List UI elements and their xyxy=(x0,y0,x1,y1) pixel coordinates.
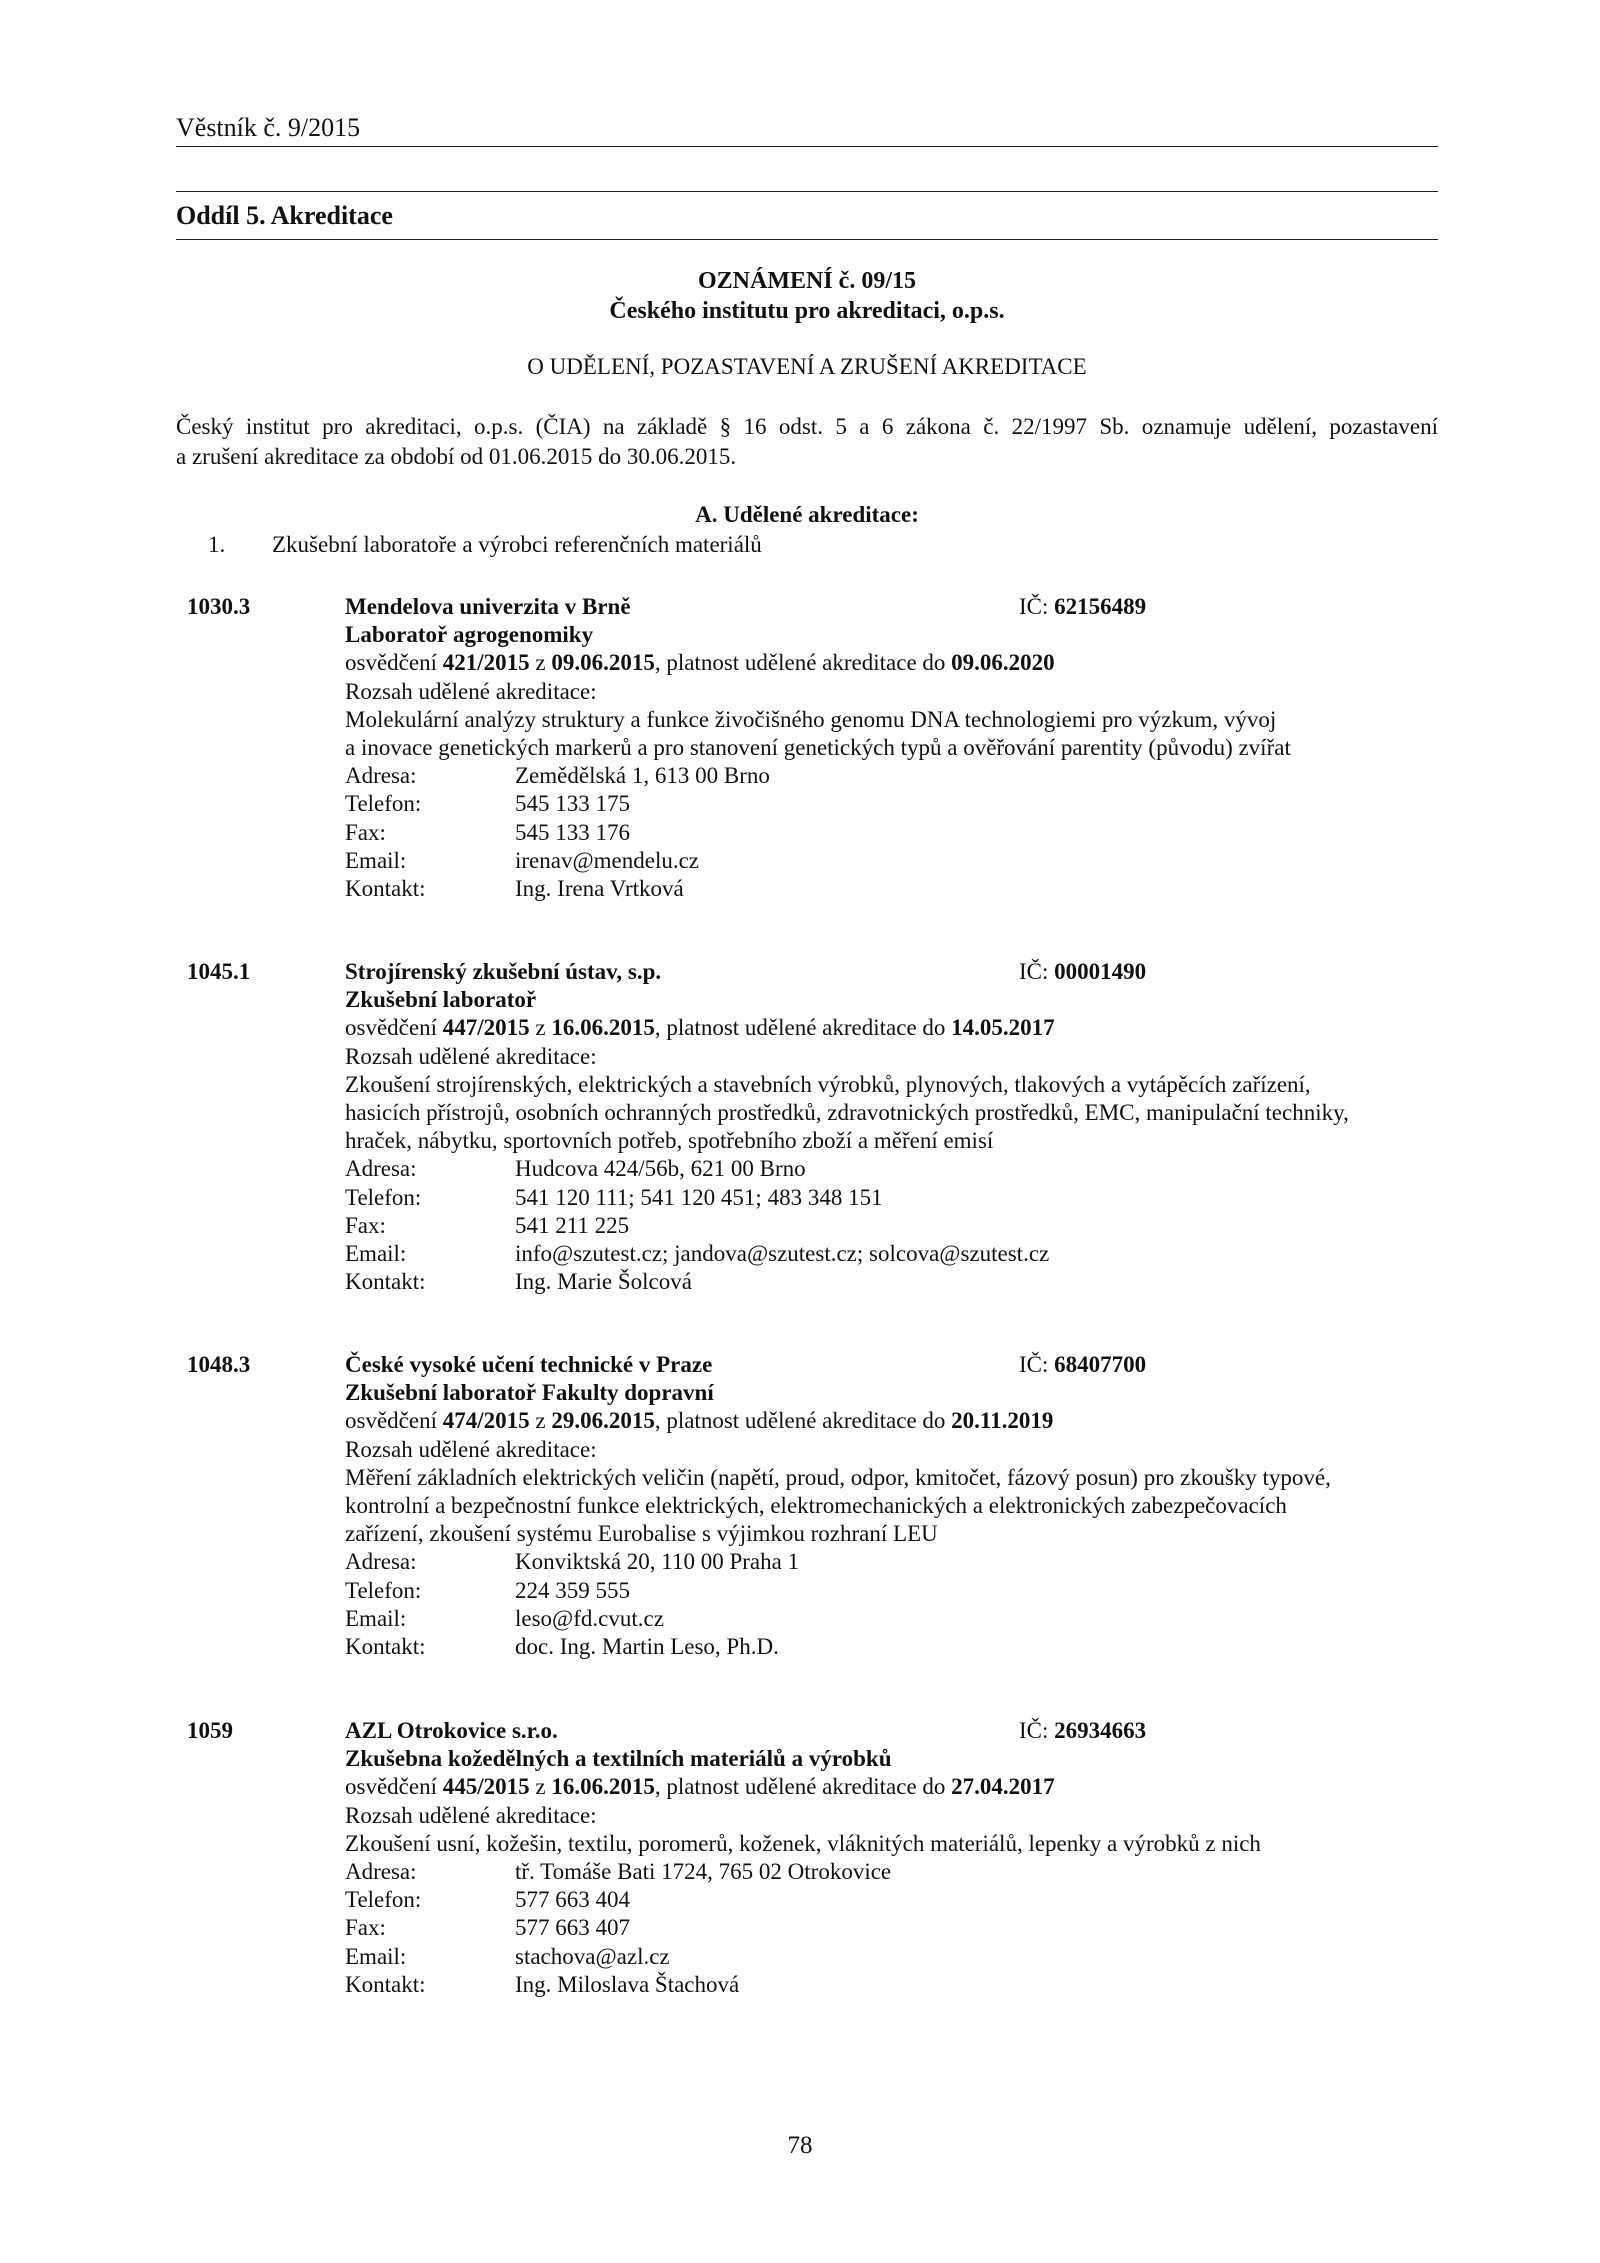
email-row: Email: info@szutest.cz; jandova@szutest.cz; solcova@szutest.cz xyxy=(345,1241,1050,1267)
part-a-item-number: 1. xyxy=(208,532,226,557)
org-name: AZL Otrokovice s.r.o. xyxy=(345,1718,558,1743)
page-number: 78 xyxy=(787,2132,813,2159)
section-rule-top xyxy=(176,191,1438,192)
ico-label: IČ: xyxy=(1019,959,1049,984)
ico-value: 00001490 xyxy=(1054,959,1147,984)
scope-line: kontrolní a bezpečnostní funkce elektrických, elektromechanických a elektronických zabezpečovacích xyxy=(345,1493,1287,1519)
fax-row: Fax: 545 133 176 xyxy=(345,819,630,845)
unit-name: Zkušebna kožedělných a textilních materiálů a výrobků xyxy=(345,1746,892,1772)
fax-row: Fax: 577 663 407 xyxy=(345,1915,630,1941)
entry-code: 1030.3 xyxy=(187,594,251,619)
org-name: České vysoké učení technické v Praze xyxy=(345,1352,713,1377)
ico-value: 68407700 xyxy=(1054,1352,1147,1377)
ico-label: IČ: xyxy=(1019,1718,1049,1743)
certificate-line: osvědčení 421/2015 z 09.06.2015, platnost udělené akreditace do 09.06.2020 xyxy=(345,650,1055,676)
email-row: Email: irenav@mendelu.cz xyxy=(345,847,700,873)
phone-row: Telefon: 577 663 404 xyxy=(345,1887,630,1913)
scope-line: Molekulární analýzy struktury a funkce živočišného genomu DNA technologiemi pro výzkum, vývoj xyxy=(345,706,1277,732)
email-row: Email: leso@fd.cvut.cz xyxy=(345,1605,664,1631)
address-row: Adresa: tř. Tomáše Bati 1724, 765 02 Otrokovice xyxy=(345,1859,892,1885)
notice-issuer: Českého institutu pro akreditaci, o.p.s. xyxy=(609,298,1005,324)
entry-code: 1045.1 xyxy=(187,959,251,984)
unit-name: Zkušební laboratoř xyxy=(345,987,537,1013)
scope-label: Rozsah udělené akreditace: xyxy=(345,678,597,704)
notice-intro xyxy=(176,412,1438,472)
phone-row: Telefon: 541 120 111; 541 120 451; 483 348 151 xyxy=(345,1184,883,1210)
contact-row: Kontakt: Ing. Marie Šolcová xyxy=(345,1269,692,1295)
notice-title: OZNÁMENÍ č. 09/15 xyxy=(698,268,916,294)
scope-line: zařízení, zkoušení systému Eurobalise s výjimkou rozhraní LEU xyxy=(345,1521,938,1547)
certificate-line: osvědčení 447/2015 z 16.06.2015, platnost udělené akreditace do 14.05.2017 xyxy=(345,1015,1055,1041)
entry-code: 1059 xyxy=(187,1718,233,1743)
entry-code: 1048.3 xyxy=(187,1352,251,1377)
unit-name: Laboratoř agrogenomiky xyxy=(345,622,594,648)
scope-label: Rozsah udělené akreditace: xyxy=(345,1436,597,1462)
scope-line: Měření základních elektrických veličin (napětí, proud, odpor, kmitočet, fázový posun) pro zkoušky typové, xyxy=(345,1464,1331,1490)
contact-row: Kontakt: doc. Ing. Martin Leso, Ph.D. xyxy=(345,1634,779,1660)
scope-line: hraček, nábytku, sportovních potřeb, spotřebního zboží a měření emisí xyxy=(345,1128,994,1154)
section-title: Oddíl 5. Akreditace xyxy=(176,201,393,230)
unit-name: Zkušební laboratoř Fakulty dopravní xyxy=(345,1380,714,1406)
header-rule xyxy=(176,146,1438,147)
certificate-line: osvědčení 474/2015 z 29.06.2015, platnost udělené akreditace do 20.11.2019 xyxy=(345,1408,1054,1434)
part-a-item xyxy=(208,532,762,558)
scope-label: Rozsah udělené akreditace: xyxy=(345,1043,597,1069)
org-name: Strojírenský zkušební ústav, s.p. xyxy=(345,959,662,984)
address-row: Adresa: Konviktská 20, 110 00 Praha 1 xyxy=(345,1549,800,1575)
section-rule-bottom xyxy=(176,239,1438,240)
scope-line: Zkoušení usní, kožešin, textilu, poromerů, koženek, vláknitých materiálů, lepenky a výrobků z nich xyxy=(345,1830,1261,1856)
ico-value: 26934663 xyxy=(1054,1718,1147,1743)
part-a-title: A. Udělené akreditace: xyxy=(695,502,919,527)
contact-row: Kontakt: Ing. Irena Vrtková xyxy=(345,876,684,902)
scope-line: Zkoušení strojírenských, elektrických a stavebních výrobků, plynových, tlakových a vytápěcích zařízení, xyxy=(345,1071,1311,1097)
phone-row: Telefon: 545 133 175 xyxy=(345,791,630,817)
intro-line-1: Český institut pro akreditaci, o.p.s. (ČIA) na základě § 16 odst. 5 a 6 zákona č. 22/1997 Sb. oznamuje udělení, pozastavení xyxy=(176,414,1438,439)
scope-label: Rozsah udělené akreditace: xyxy=(345,1802,597,1828)
scope-line: a inovace genetických markerů a pro stanovení genetických typů a ověřování parentity (původu) zvířat xyxy=(345,735,1291,761)
phone-row: Telefon: 224 359 555 xyxy=(345,1577,630,1603)
notice-subject: O UDĚLENÍ, POZASTAVENÍ A ZRUŠENÍ AKREDITACE xyxy=(527,354,1087,379)
address-row: Adresa: Hudcova 424/56b, 621 00 Brno xyxy=(345,1156,806,1182)
scope-line: hasicích přístrojů, osobních ochranných prostředků, zdravotnických prostředků, EMC, manipulační techniky, xyxy=(345,1100,1349,1126)
ico-label: IČ: xyxy=(1019,1352,1049,1377)
address-row: Adresa: Zemědělská 1, 613 00 Brno xyxy=(345,763,770,789)
journal-header: Věstník č. 9/2015 xyxy=(176,113,361,142)
certificate-line: osvědčení 445/2015 z 16.06.2015, platnost udělené akreditace do 27.04.2017 xyxy=(345,1774,1055,1800)
org-name: Mendelova univerzita v Brně xyxy=(345,594,631,619)
intro-line-2: a zrušení akreditace za období od 01.06.2015 do 30.06.2015. xyxy=(176,444,737,469)
email-row: Email: stachova@azl.cz xyxy=(345,1943,670,1969)
part-a-item-label: Zkušební laboratoře a výrobci referenčních materiálů xyxy=(272,532,762,557)
fax-row: Fax: 541 211 225 xyxy=(345,1212,630,1238)
contact-row: Kontakt: Ing. Miloslava Štachová xyxy=(345,1971,740,1997)
ico-label: IČ: xyxy=(1019,594,1049,619)
ico-value: 62156489 xyxy=(1054,594,1147,619)
